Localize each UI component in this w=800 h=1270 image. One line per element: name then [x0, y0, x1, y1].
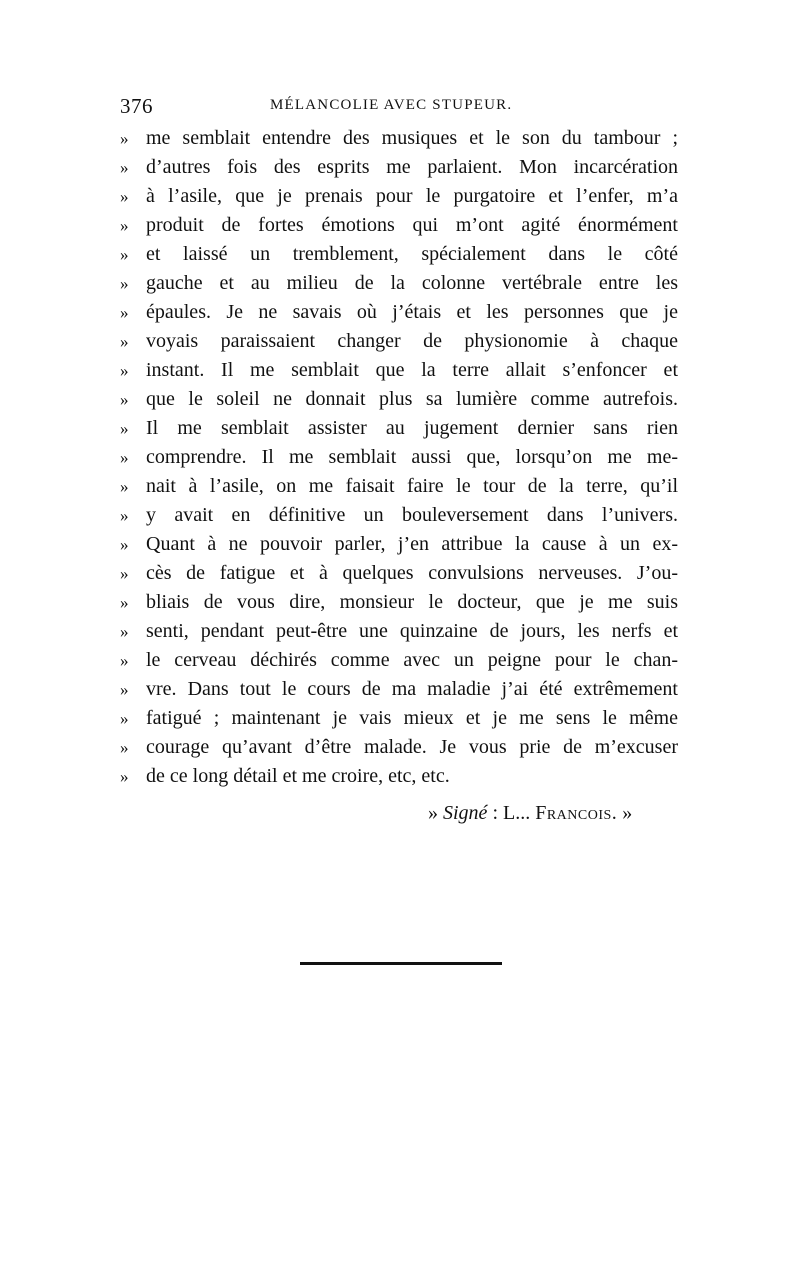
line-text: et laissé un tremblement, spécialement dans le côté [146, 243, 678, 265]
text-line [120, 298, 678, 327]
text-line [120, 617, 678, 646]
text-line [120, 472, 678, 501]
line-text: vre. Dans tout le cours de ma maladie j’ai été extrêmement [146, 678, 678, 700]
quote-mark: » [120, 129, 129, 148]
quote-mark: » [120, 390, 129, 409]
text-line [120, 414, 678, 443]
line-text: y avait en définitive un bouleversement dans l’univers. [146, 504, 678, 526]
signature-close-mark: » [617, 802, 633, 824]
line-text: cès de fatigue et à quelques convulsions nerveuses. J’ou- [146, 562, 678, 584]
line-text: produit de fortes émotions qui m’ont agité énormément [146, 214, 678, 236]
line-text: voyais paraissaient changer de physionomie à chaque [146, 330, 678, 352]
quote-mark: » [120, 535, 129, 554]
line-text: épaules. Je ne savais où j’étais et les personnes que je [146, 301, 678, 323]
text-line [120, 356, 678, 385]
quote-mark: » [120, 738, 129, 757]
line-text: instant. Il me semblait que la terre allait s’enfoncer et [146, 359, 678, 381]
line-text: fatigué ; maintenant je vais mieux et je me sens le même [146, 707, 678, 729]
signature [428, 802, 632, 825]
quote-mark: » [120, 564, 129, 583]
quote-mark: » [120, 709, 129, 728]
line-text: me semblait entendre des musiques et le son du tambour ; [146, 127, 678, 149]
text-line [120, 646, 678, 675]
text-line [120, 559, 678, 588]
line-text: que le soleil ne donnait plus sa lumière comme autrefois. [146, 388, 678, 410]
quote-mark: » [120, 651, 129, 670]
text-line [120, 153, 678, 182]
quote-mark: » [120, 216, 129, 235]
text-line [120, 182, 678, 211]
text-line [120, 124, 678, 153]
line-text: nait à l’asile, on me faisait faire le tour de la terre, qu’il [146, 475, 678, 497]
quote-mark: » [120, 274, 129, 293]
text-line [120, 675, 678, 704]
text-line [120, 240, 678, 269]
line-text: à l’asile, que je prenais pour le purgatoire et l’enfer, m’a [146, 185, 678, 207]
line-text: de ce long détail et me croire, etc, etc. [146, 765, 450, 787]
line-text: le cerveau déchirés comme avec un peigne pour le chan- [146, 649, 678, 671]
line-text: senti, pendant peut-être une quinzaine de jours, les nerfs et [146, 620, 678, 642]
quote-mark: » [120, 187, 129, 206]
text-line [120, 327, 678, 356]
quote-mark: » [120, 680, 129, 699]
page-number: 376 [120, 94, 153, 118]
signature-name: Francois. [535, 802, 618, 824]
quote-mark: » [120, 767, 129, 786]
signature-signed-word: Signé [443, 802, 488, 824]
quote-mark: » [120, 622, 129, 641]
line-text: Il me semblait assister au jugement dernier sans rien [146, 417, 678, 439]
quote-mark: » [120, 506, 129, 525]
line-text: gauche et au milieu de la colonne vertébrale entre les [146, 272, 678, 294]
signature-open-mark: » [428, 802, 438, 824]
quote-mark: » [120, 303, 129, 322]
text-line [120, 501, 678, 530]
quote-mark: » [120, 477, 129, 496]
quote-mark: » [120, 448, 129, 467]
quote-mark: » [120, 332, 129, 351]
text-line [120, 269, 678, 298]
text-line [120, 588, 678, 617]
quote-mark: » [120, 419, 129, 438]
signature-colon: : [487, 802, 498, 824]
line-text: Quant à ne pouvoir parler, j’en attribue la cause à un ex- [146, 533, 678, 555]
line-text: comprendre. Il me semblait aussi que, lorsqu’on me me- [146, 446, 678, 468]
line-text: courage qu’avant d’être malade. Je vous prie de m’excuser [146, 736, 678, 758]
quote-mark: » [120, 158, 129, 177]
letter-body [120, 124, 678, 791]
text-line [120, 385, 678, 414]
quote-mark: » [120, 361, 129, 380]
text-line [120, 211, 678, 240]
text-line [120, 704, 678, 733]
text-line [120, 443, 678, 472]
signature-initial: L... [498, 802, 536, 824]
text-line [120, 530, 678, 559]
running-head: MÉLANCOLIE AVEC STUPEUR. [270, 97, 513, 113]
quote-mark: » [120, 245, 129, 264]
text-line [120, 762, 678, 791]
line-text: bliais de vous dire, monsieur le docteur, que je me suis [146, 591, 678, 613]
quote-mark: » [120, 593, 129, 612]
line-text: d’autres fois des esprits me parlaient. Mon incarcération [146, 156, 678, 178]
text-line [120, 733, 678, 762]
section-divider-rule [300, 962, 502, 965]
page-header [120, 94, 680, 120]
